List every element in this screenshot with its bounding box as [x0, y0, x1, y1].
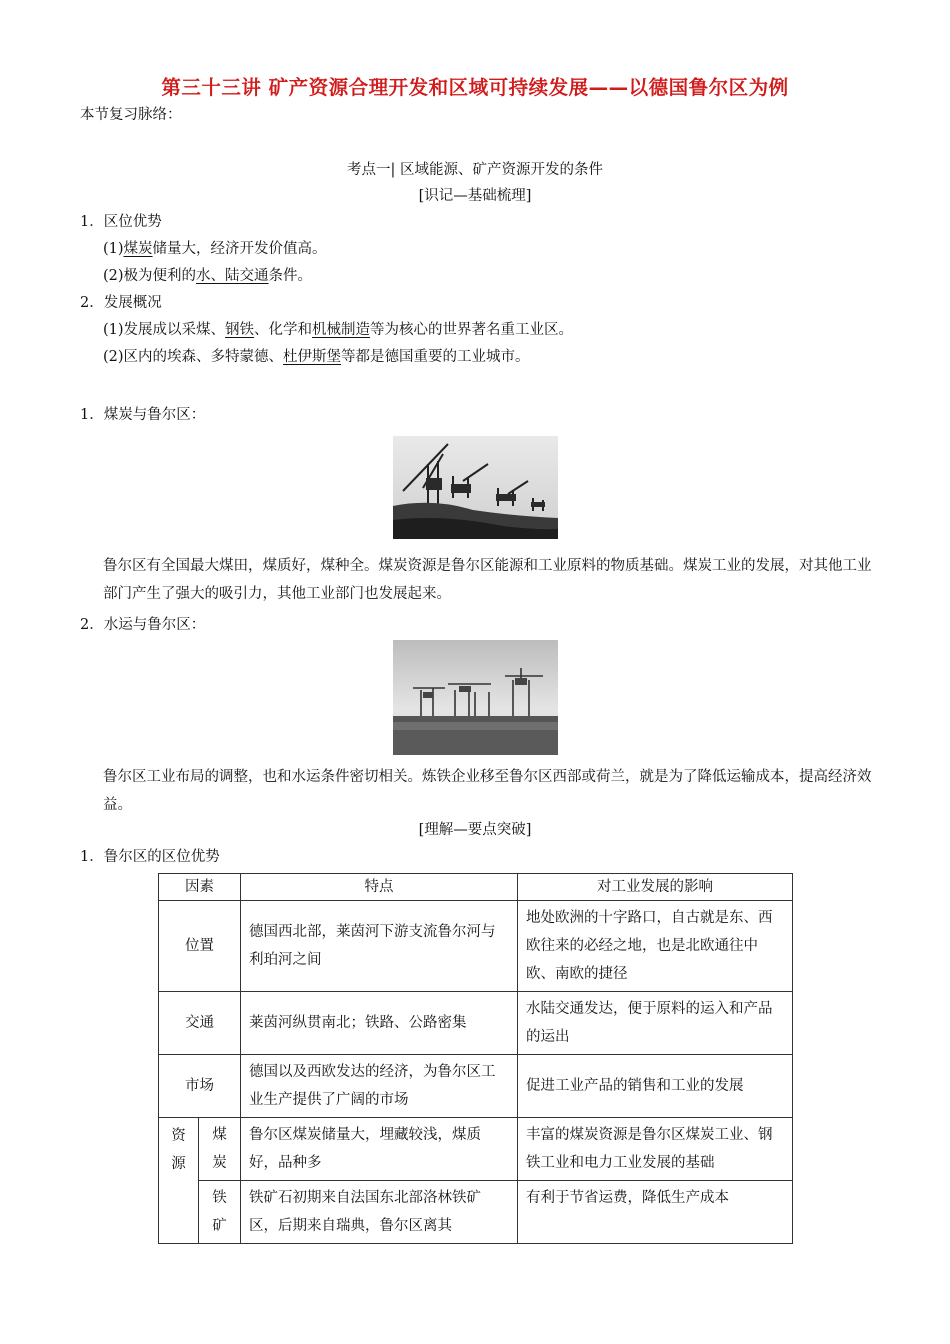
item-location-advantage-point-1: (1)煤炭储量大，经济开发价值高。 [103, 241, 327, 257]
impact-cell: 丰富的煤炭资源是鲁尔区煤炭工业、钢铁工业和电力工业发展的基础 [518, 1118, 793, 1181]
impact-cell: 水陆交通发达，便于原料的运入和产品的运出 [518, 992, 793, 1055]
header-factor: 因素 [159, 874, 241, 901]
table-row [159, 901, 793, 992]
table-row [159, 1181, 793, 1244]
header-feature: 特点 [241, 874, 518, 901]
page-title: 第三十三讲 矿产资源合理开发和区域可持续发展——以德国鲁尔区为例 [161, 76, 789, 99]
feature-cell: 鲁尔区煤炭储量大，埋藏较浅，煤质好，品种多 [241, 1118, 518, 1181]
coal-paragraph: 鲁尔区有全国最大煤田，煤质好，煤种全。煤炭资源是鲁尔区能源和工业原料的物质基础。煤炭工业的发展，对其他工业部门产生了强大的吸引力，其他工业部门也发展起来。 [103, 558, 872, 602]
table-row [159, 992, 793, 1055]
impact-cell: 有利于节省运费，降低生产成本 [518, 1181, 793, 1244]
subheading-recall: [识记—基础梳理] [418, 188, 532, 204]
intro-label: 本节复习脉络： [80, 107, 182, 123]
resource-label: 资源 [171, 1128, 186, 1172]
header-impact: 对工业发展的影响 [518, 874, 793, 901]
feature-cell: 德国以及西欧发达的经济，为鲁尔区工业生产提供了广阔的市场 [241, 1055, 518, 1118]
subheading-understand: [理解—要点突破] [418, 822, 532, 838]
factor-cell: 市场 [159, 1055, 241, 1118]
impact-cell: 地处欧洲的十字路口，自古就是东、西欧往来的必经之地，也是北欧通往中欧、南欧的捷径 [518, 901, 793, 992]
subfactor-label: 煤炭 [212, 1127, 227, 1171]
feature-cell: 德国西北部，莱茵河下游支流鲁尔河与利珀河之间 [241, 901, 518, 992]
factor-cell: 交通 [159, 992, 241, 1055]
table-row [159, 1118, 793, 1181]
item-development-point-1: (1)发展成以采煤、钢铁、化学和机械制造等为核心的世界著名重工业区。 [103, 322, 574, 338]
item-location-advantage-point-2: (2)极为便利的水、陆交通条件。 [103, 268, 313, 284]
water-paragraph: 鲁尔区工业布局的调整，也和水运条件密切相关。炼铁企业移至鲁尔区西部或荷兰，就是为了降低运输成本，提高经济效益。 [103, 769, 872, 813]
table-title: 1．鲁尔区的区位优势 [80, 849, 220, 865]
subfactor-cell [199, 1181, 241, 1244]
item-development-heading: 2．发展概况 [80, 295, 162, 311]
impact-cell: 促进工业产品的销售和工业的发展 [518, 1055, 793, 1118]
resource-label-cell [159, 1118, 199, 1244]
subfactor-label: 铁矿 [212, 1190, 227, 1234]
feature-cell: 铁矿石初期来自法国东北部洛林铁矿区，后期来自瑞典，鲁尔区离其 [241, 1181, 518, 1244]
location-advantage-table [158, 873, 793, 1244]
feature-cell: 莱茵河纵贯南北；铁路、公路密集 [241, 992, 518, 1055]
table-row [159, 1055, 793, 1118]
coal-port-photo [393, 436, 558, 539]
water-heading: 2．水运与鲁尔区： [80, 617, 206, 633]
harbor-cranes-photo [393, 640, 558, 755]
item-development-point-2: (2)区内的埃森、多特蒙德、杜伊斯堡等都是德国重要的工业城市。 [103, 349, 530, 365]
subfactor-cell [199, 1118, 241, 1181]
table-header-row [159, 874, 793, 901]
section-heading: 考点一| 区域能源、矿产资源开发的条件 [347, 162, 603, 178]
item-location-advantage-heading: 1．区位优势 [80, 214, 162, 230]
coal-heading: 1．煤炭与鲁尔区： [80, 407, 206, 423]
factor-cell: 位置 [159, 901, 241, 992]
